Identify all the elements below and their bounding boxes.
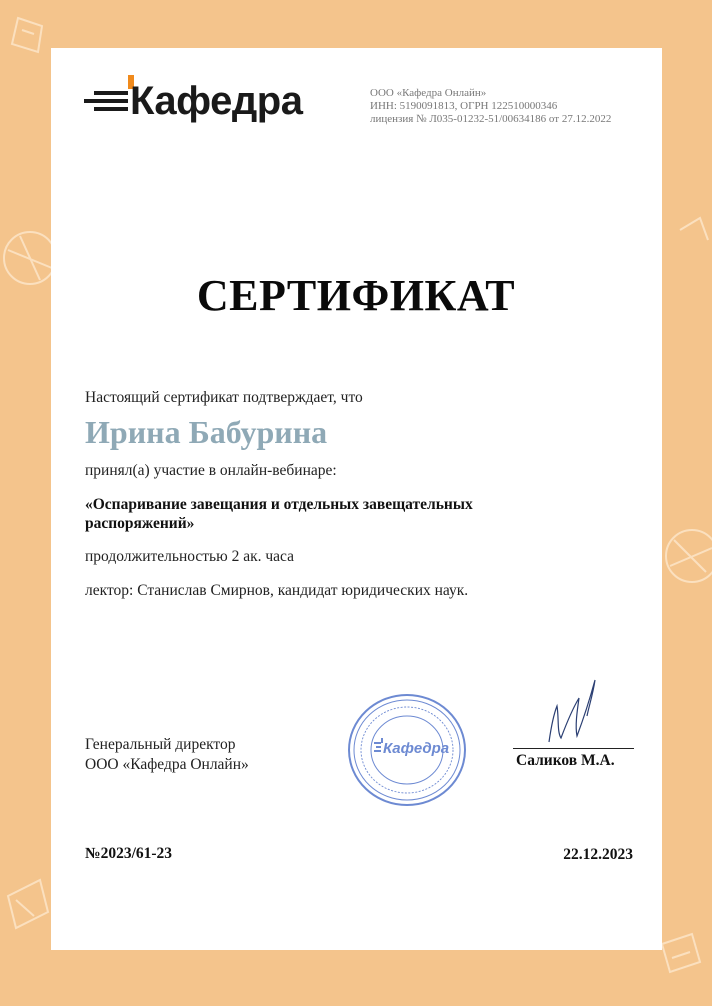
certificate-date: 22.12.2023 xyxy=(563,846,633,863)
participated-text: принял(а) участие в онлайн-вебинаре: xyxy=(85,462,337,479)
confirm-text: Настоящий сертификат подтверждает, что xyxy=(85,389,363,406)
webinar-title xyxy=(85,495,473,533)
company-details xyxy=(370,87,611,126)
company-ids: ИНН: 5190091813, ОГРН 122510000346 xyxy=(370,100,558,112)
stamp-text: Кафедра xyxy=(383,740,450,757)
signature-icon xyxy=(543,676,603,746)
company-name: ООО «Кафедра Онлайн» xyxy=(370,87,487,99)
company-license: лицензия № Л035-01232-51/00634186 от 27.12.2022 xyxy=(370,113,612,125)
logo-wordmark: Кафедра xyxy=(130,79,303,123)
director-title: Генеральный директор xyxy=(85,736,236,753)
signer-name: Саликов М.А. xyxy=(516,752,615,769)
duration-text: продолжительностью 2 ак. часа xyxy=(85,548,294,565)
director-company: ООО «Кафедра Онлайн» xyxy=(85,756,249,773)
stamp-seal-icon xyxy=(344,690,470,810)
webinar-title-line-2: распоряжений» xyxy=(85,515,195,532)
lecturer-text: лектор: Станислав Смирнов, кандидат юридических наук. xyxy=(85,582,469,599)
director-position xyxy=(85,735,249,775)
signature-line xyxy=(513,748,634,749)
certificate-number: №2023/61-23 xyxy=(85,845,173,862)
recipient-name: Ирина Бабурина xyxy=(85,414,328,450)
webinar-title-line-1: «Оспаривание завещания и отдельных завещательных xyxy=(85,496,473,513)
certificate-title: СЕРТИФИКАТ xyxy=(196,271,516,320)
